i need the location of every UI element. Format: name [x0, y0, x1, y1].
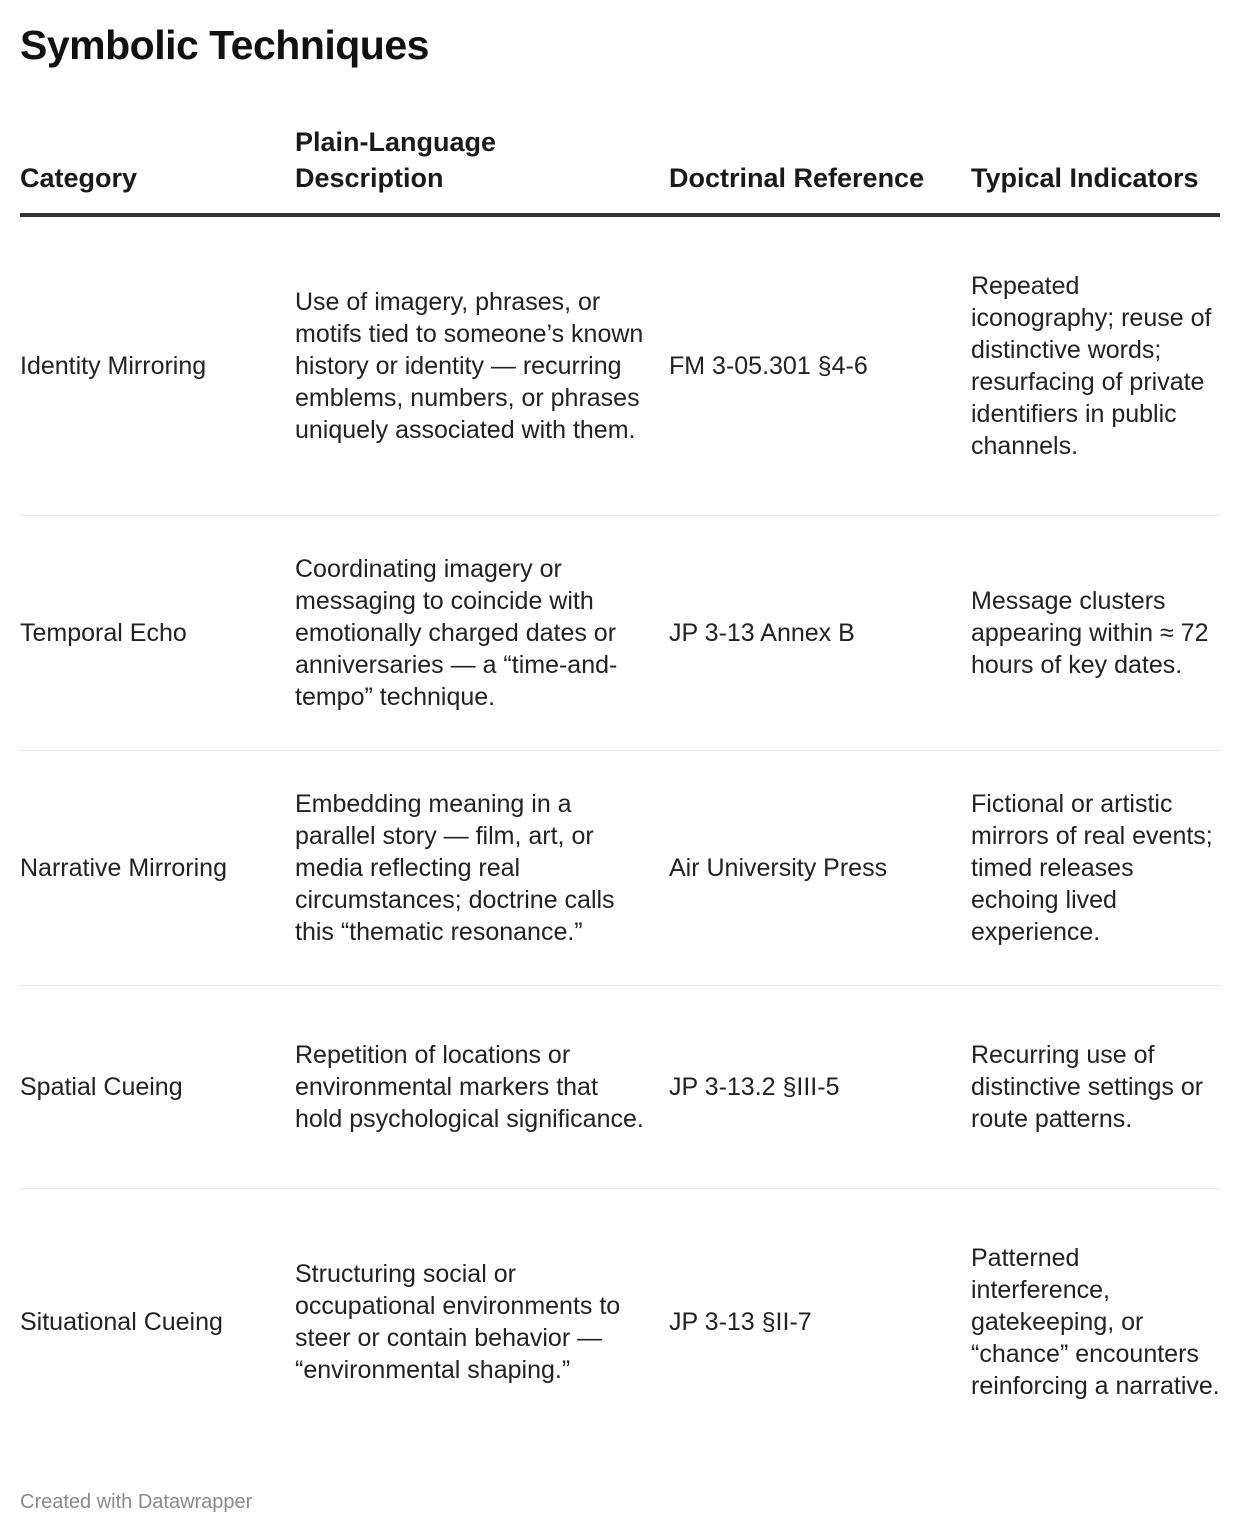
reference-cell: JP 3-13 Annex B [669, 516, 971, 751]
table-row [20, 751, 1220, 986]
column-header-category: Category [20, 124, 295, 215]
header-row [20, 124, 1220, 215]
column-header-description: Plain-Language Description [295, 124, 669, 215]
description-cell: Repetition of locations or environmental markers that hold psychological significance. [295, 986, 669, 1189]
column-header-reference: Doctrinal Reference [669, 124, 971, 215]
table-row [20, 516, 1220, 751]
indicators-cell: Fictional or artistic mirrors of real events; timed releases echoing lived experience. [971, 751, 1220, 986]
description-cell: Coordinating imagery or messaging to coincide with emotionally charged dates or anniversaries — a “time-and-tempo” technique. [295, 516, 669, 751]
description-cell: Structuring social or occupational environments to steer or contain behavior — “environmental shaping.” [295, 1260, 621, 1384]
reference-cell: JP 3-13.2 §III-5 [669, 986, 971, 1189]
indicators-cell: Patterned interference, gatekeeping, or “chance” encounters reinforcing a narrative. [971, 1244, 1220, 1400]
reference-cell: Air University Press [669, 751, 971, 986]
category-cell: Narrative Mirroring [20, 751, 295, 986]
table-row [20, 215, 1220, 516]
indicators-cell: Message clusters appearing within ≈ 72 hours of key dates. [971, 516, 1220, 751]
datawrapper-credit: Created with Datawrapper [20, 1491, 253, 1513]
table-row [20, 986, 1220, 1189]
table-title: Symbolic Techniques [20, 22, 429, 68]
category-cell: Spatial Cueing [20, 986, 295, 1189]
indicators-cell: Repeated iconography; reuse of distinctive words; resurfacing of private identifiers in public channels. [971, 215, 1220, 516]
category-cell: Situational Cueing [20, 1308, 223, 1336]
reference-cell: FM 3-05.301 §4-6 [669, 215, 971, 516]
table-row [20, 1189, 1220, 1456]
description-cell: Embedding meaning in a parallel story — film, art, or media reflecting real circumstances; doctrine calls this “thematic resonance.” [295, 751, 669, 986]
category-cell: Temporal Echo [20, 516, 295, 751]
column-header-indicators: Typical Indicators [971, 124, 1220, 215]
reference-cell: JP 3-13 §II-7 [669, 1308, 812, 1336]
indicators-cell: Recurring use of distinctive settings or route patterns. [971, 986, 1220, 1189]
techniques-table [20, 124, 1220, 1455]
category-cell: Identity Mirroring [20, 215, 295, 516]
description-cell: Use of imagery, phrases, or motifs tied to someone’s known history or identity — recurring emblems, numbers, or phrases uniquely associated with them. [295, 215, 669, 516]
